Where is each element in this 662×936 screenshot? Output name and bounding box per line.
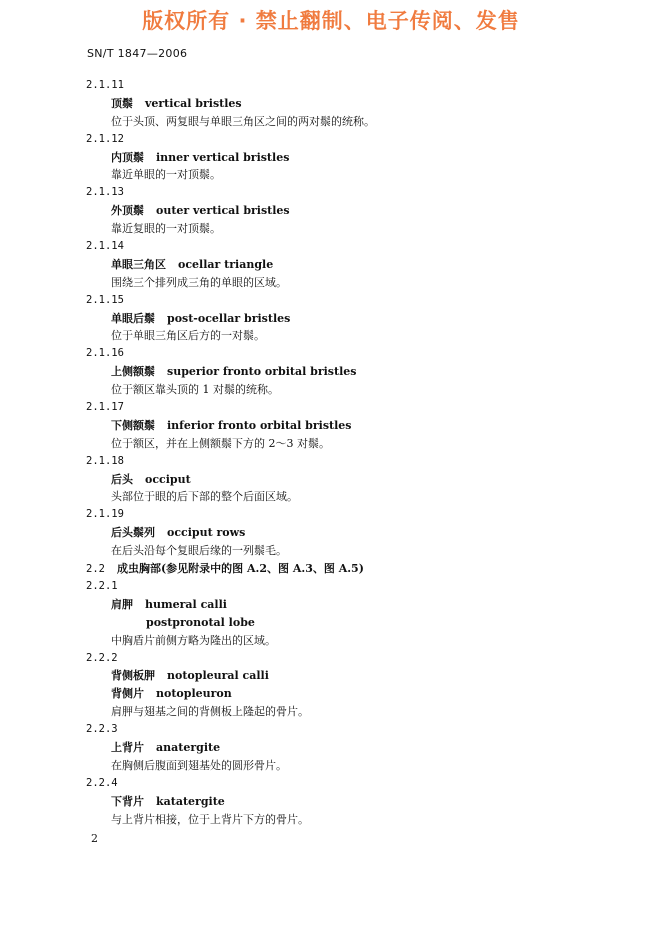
- term-line: [0, 471, 662, 489]
- term-line: [0, 202, 662, 220]
- entry-number: 2.2.3: [86, 723, 118, 736]
- entry-number: 2.2.4: [86, 776, 118, 789]
- copyright-watermark: 版权所有 · 禁止翻制、电子传阅、发售: [142, 9, 520, 33]
- term-definition: 在胸侧后腹面到翅基处的圆形骨片。: [111, 758, 287, 772]
- term-zh: 下侧额鬃: [111, 418, 155, 432]
- term-line: [0, 95, 662, 113]
- term-zh: 下背片: [111, 794, 144, 808]
- term-en: occiput rows: [167, 526, 246, 540]
- term-line: [0, 739, 662, 757]
- term-definition: 与上背片相接，位于上背片下方的骨片。: [111, 812, 309, 826]
- term-zh: 上侧额鬃: [111, 365, 155, 379]
- entry-number: 2.1.18: [86, 454, 124, 467]
- term-zh: 外顶鬃: [111, 204, 144, 218]
- term-line: [0, 149, 662, 167]
- term-en: inferior fronto orbital bristles: [167, 418, 352, 432]
- term-line: [0, 524, 662, 542]
- entry-number: 2.2.1: [86, 579, 118, 592]
- term-definition: 靠近单眼的一对顶鬃。: [111, 168, 221, 182]
- term-zh: 上背片: [111, 740, 144, 754]
- term-definition: 位于单眼三角区后方的一对鬃。: [111, 329, 265, 343]
- entry-number: 2.1.16: [86, 347, 124, 360]
- entry-number: 2.1.11: [86, 79, 124, 91]
- term-zh: 背侧板胛: [111, 669, 155, 683]
- entry-number: 2.1.13: [86, 186, 124, 199]
- standard-code-header: SN/T 1847—2006: [87, 47, 188, 60]
- entry-number: 2.1.19: [86, 508, 124, 521]
- term-en: ocellar triangle: [178, 257, 274, 271]
- section-heading: [0, 560, 662, 578]
- term-definition: 中胸盾片前侧方略为隆出的区域。: [111, 633, 276, 647]
- term-en: notopleural calli: [167, 669, 269, 683]
- alternate-term-line: [0, 685, 662, 703]
- entry-number: 2.1.12: [86, 132, 124, 145]
- term-zh: 肩胛: [111, 597, 133, 611]
- alternate-term-en: postpronotal lobe: [146, 615, 255, 629]
- term-zh: 单眼后鬃: [111, 311, 155, 325]
- entry-number: 2.1.15: [86, 293, 124, 306]
- term-line: [0, 417, 662, 435]
- term-definition: 在后头沿每个复眼后缘的一列鬃毛。: [111, 544, 287, 558]
- term-line: [0, 310, 662, 328]
- term-definition: 位于额区，并在上侧额鬃下方的 2～3 对鬃。: [111, 436, 330, 450]
- section-number: 2.2: [86, 563, 105, 576]
- term-definition: 头部位于眼的后下部的整个后面区域。: [111, 490, 298, 504]
- term-definition: 靠近复眼的一对顶鬃。: [111, 222, 221, 236]
- term-en: occiput: [145, 472, 191, 486]
- term-line: [0, 793, 662, 811]
- term-zh: 后头: [111, 472, 133, 486]
- term-en: inner vertical bristles: [156, 150, 290, 164]
- term-en: anatergite: [156, 740, 221, 754]
- term-en: humeral calli: [145, 597, 227, 611]
- entry-number: 2.2.2: [86, 651, 118, 664]
- entry-number: 2.1.17: [86, 401, 124, 414]
- term-definition: 围绕三个排列成三角的单眼的区域。: [111, 275, 287, 289]
- term-en: vertical bristles: [145, 96, 242, 110]
- alternate-term-en: notopleuron: [156, 687, 232, 701]
- document-body: [0, 77, 662, 828]
- term-definition: 肩胛与翅基之间的背侧板上隆起的骨片。: [111, 705, 309, 719]
- term-en: outer vertical bristles: [156, 204, 290, 218]
- term-en: katatergite: [156, 794, 225, 808]
- page-number: 2: [91, 832, 98, 845]
- term-zh: 顶鬃: [111, 96, 133, 110]
- section-title: 成虫胸部(参见附录中的图 A.2、图 A.3、图 A.5): [116, 562, 364, 576]
- entry-number: 2.1.14: [86, 240, 124, 253]
- term-definition: 位于头顶、两复眼与单眼三角区之间的两对鬃的统称。: [111, 114, 375, 128]
- term-zh: 单眼三角区: [111, 257, 166, 271]
- term-zh: 内顶鬃: [111, 150, 144, 164]
- term-line: [0, 363, 662, 381]
- term-zh: 后头鬃列: [111, 526, 155, 540]
- term-line: [0, 256, 662, 274]
- alternate-term-zh: 背侧片: [111, 687, 144, 701]
- term-definition: 位于额区靠头顶的 1 对鬃的统称。: [111, 383, 279, 397]
- term-line: [0, 596, 662, 614]
- term-en: superior fronto orbital bristles: [167, 365, 357, 379]
- term-line: [0, 667, 662, 685]
- term-en: post-ocellar bristles: [167, 311, 291, 325]
